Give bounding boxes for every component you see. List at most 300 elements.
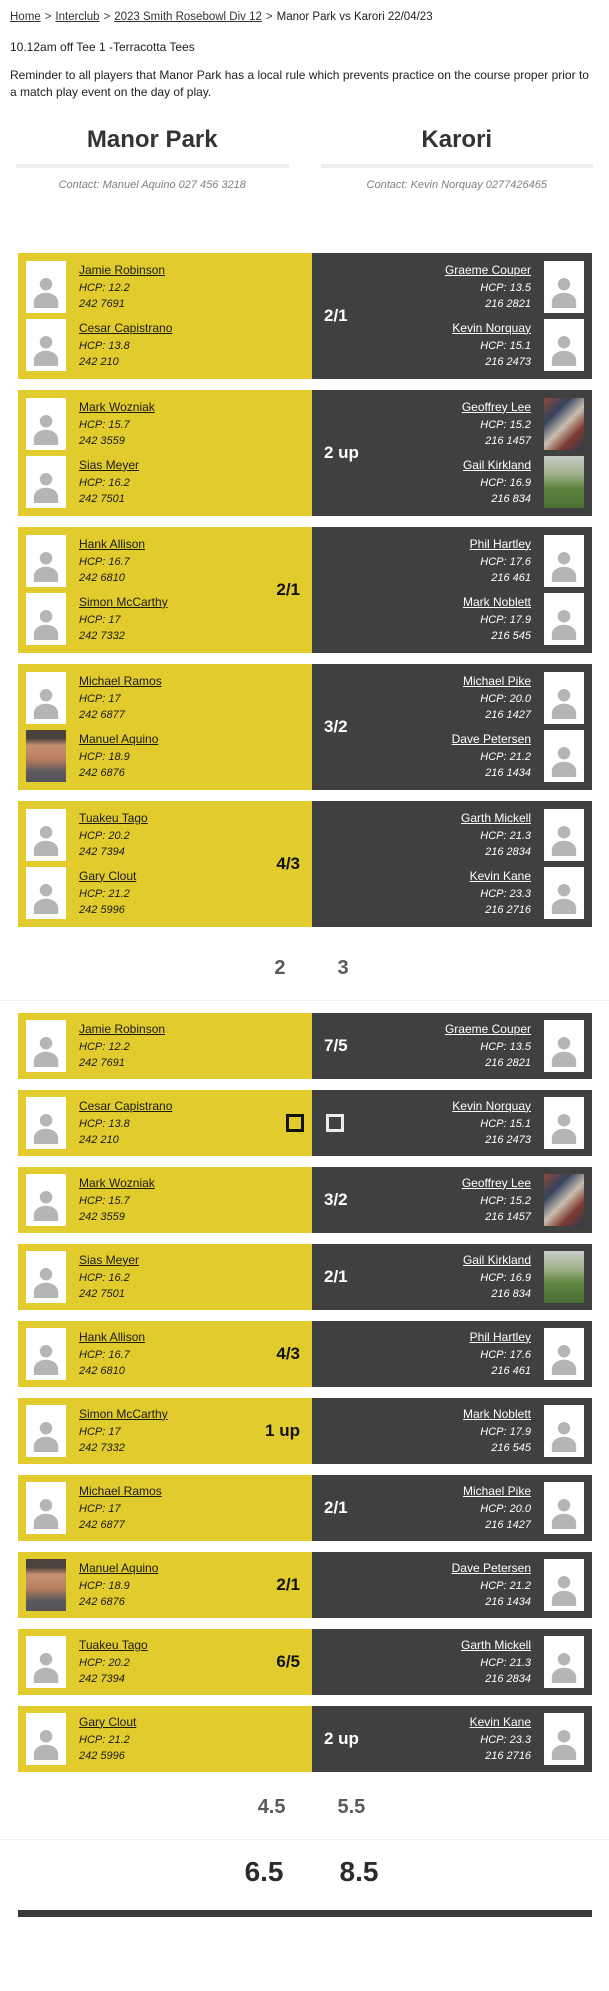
pairs-total-home: 2 (274, 956, 286, 979)
player-name-link[interactable]: Cesar Capistrano (79, 320, 173, 335)
player-name-link[interactable]: Geoffrey Lee (461, 1175, 531, 1190)
player-name-link[interactable]: Mark Wozniak (79, 399, 155, 414)
match-score: 2/1 (324, 305, 348, 325)
player-name-link[interactable]: Gail Kirkland (462, 1252, 531, 1267)
player-card (18, 261, 312, 313)
person-silhouette-icon (26, 1636, 66, 1688)
pairs-match-row (18, 664, 592, 790)
person-silhouette-icon (26, 1328, 66, 1380)
home-team-panel (18, 1244, 312, 1310)
player-handicap: HCP: 16.9 (480, 1271, 531, 1284)
away-team-panel (312, 801, 592, 927)
person-silhouette-icon (544, 809, 584, 861)
home-team-name: Manor Park (16, 126, 289, 168)
home-team-panel (18, 1013, 312, 1079)
home-team-panel (18, 1552, 312, 1618)
player-name-link[interactable]: Gary Clout (79, 1714, 137, 1729)
person-silhouette-icon (26, 1174, 66, 1226)
player-handicap: HCP: 17.6 (480, 1348, 531, 1361)
player-card (312, 730, 592, 782)
player-card (18, 319, 312, 371)
player-phone: 242 3559 (79, 1211, 125, 1224)
player-handicap: HCP: 17.6 (480, 555, 531, 568)
player-name-link[interactable]: Graeme Couper (444, 262, 531, 277)
player-info (470, 1328, 531, 1380)
player-card (312, 1174, 592, 1226)
player-info (462, 1174, 531, 1226)
player-name-link[interactable]: Sias Meyer (79, 1252, 140, 1267)
player-handicap: HCP: 12.2 (79, 281, 130, 294)
player-info (463, 593, 531, 645)
player-info (79, 1174, 155, 1226)
player-handicap: HCP: 13.8 (79, 339, 130, 352)
player-name-link[interactable]: Garth Mickell (460, 810, 531, 825)
player-info (79, 1328, 145, 1380)
grand-total-home: 6.5 (244, 1855, 284, 1887)
player-handicap: HCP: 21.2 (480, 750, 531, 763)
player-name-link[interactable]: Mark Noblett (462, 594, 531, 609)
player-name-link[interactable]: Hank Allison (79, 1329, 146, 1344)
player-handicap: HCP: 15.2 (480, 418, 531, 431)
player-photo (26, 730, 66, 782)
singles-match-row (18, 1475, 592, 1541)
player-card (312, 867, 592, 919)
away-team-name: Karori (321, 126, 594, 168)
player-phone: 242 7501 (79, 1288, 125, 1301)
player-name-link[interactable]: Kevin Kane (469, 1714, 531, 1729)
player-handicap: HCP: 13.8 (79, 1117, 130, 1130)
player-phone: 216 2834 (485, 846, 531, 859)
player-card (18, 456, 312, 508)
player-phone: 242 6876 (79, 1596, 125, 1609)
player-name-link[interactable]: Garth Mickell (460, 1637, 531, 1652)
player-card (312, 1559, 592, 1611)
player-phone: 242 7691 (79, 298, 125, 311)
player-phone: 216 2821 (485, 298, 531, 311)
player-card (18, 1174, 312, 1226)
player-card (18, 1020, 312, 1072)
player-phone: 216 2716 (485, 904, 531, 917)
player-name-link[interactable]: Dave Petersen (451, 731, 531, 746)
player-phone: 242 210 (79, 356, 119, 369)
singles-totals-row (0, 1796, 609, 1819)
section-divider (0, 1000, 609, 1001)
player-phone: 242 7332 (79, 1442, 125, 1455)
player-phone: 216 2473 (485, 356, 531, 369)
away-team-panel (312, 1167, 592, 1233)
singles-match-row (18, 1706, 592, 1772)
person-silhouette-icon (544, 1482, 584, 1534)
person-silhouette-icon (544, 1020, 584, 1072)
player-photo (544, 1251, 584, 1303)
team-headers (16, 126, 593, 168)
player-card (312, 1097, 592, 1149)
player-info (463, 1405, 531, 1457)
pairs-matches-section (0, 253, 609, 927)
player-info (445, 1020, 531, 1072)
player-handicap: HCP: 13.5 (480, 1040, 531, 1053)
player-info (79, 1405, 168, 1457)
person-silhouette-icon (26, 261, 66, 313)
away-team-panel (312, 1706, 592, 1772)
person-silhouette-icon (544, 535, 584, 587)
player-card (18, 593, 312, 645)
match-score: 6/5 (276, 1651, 300, 1671)
player-phone: 242 6810 (79, 1365, 125, 1378)
player-phone: 242 7394 (79, 1673, 125, 1686)
player-handicap: HCP: 17.9 (480, 613, 531, 626)
pairs-match-row (18, 527, 592, 653)
person-silhouette-icon (26, 867, 66, 919)
person-silhouette-icon (26, 1020, 66, 1072)
player-handicap: HCP: 13.5 (480, 281, 531, 294)
player-card (18, 867, 312, 919)
player-name-link[interactable]: Mark Wozniak (79, 1175, 155, 1190)
player-info (461, 1636, 531, 1688)
player-name-link[interactable]: Kevin Kane (469, 868, 531, 883)
match-score: 2/1 (324, 1497, 348, 1517)
player-card (312, 1251, 592, 1303)
singles-total-home: 4.5 (257, 1795, 286, 1818)
home-team-panel (18, 1398, 312, 1464)
player-phone: 242 6877 (79, 1519, 125, 1532)
person-silhouette-icon (544, 319, 584, 371)
player-phone: 216 545 (491, 1442, 531, 1455)
singles-match-row (18, 1629, 592, 1695)
player-name-link[interactable]: Manuel Aquino (79, 731, 159, 746)
player-handicap: HCP: 15.7 (79, 418, 130, 431)
match-score: 4/3 (276, 1343, 300, 1363)
team-contacts (16, 179, 593, 191)
player-card (18, 1559, 312, 1611)
grand-total-away: 8.5 (339, 1855, 379, 1887)
player-phone: 216 2821 (485, 1057, 531, 1070)
player-card (312, 261, 592, 313)
singles-total-away: 5.5 (337, 1795, 366, 1818)
home-team-panel (18, 801, 312, 927)
player-card (18, 1713, 312, 1765)
person-silhouette-icon (26, 319, 66, 371)
match-score: 2 up (324, 1728, 359, 1748)
player-info (463, 1482, 531, 1534)
match-score: 2 up (324, 442, 359, 462)
home-team-panel (18, 1321, 312, 1387)
player-handicap: HCP: 20.2 (79, 1656, 130, 1669)
match-score: 3/2 (324, 716, 348, 736)
away-team-column (321, 126, 594, 168)
player-name-link[interactable]: Tuakeu Tago (79, 1637, 148, 1652)
player-card (18, 730, 312, 782)
player-card (18, 672, 312, 724)
player-card (18, 1097, 312, 1149)
player-phone: 242 6876 (79, 767, 125, 780)
player-info (463, 456, 531, 508)
pairs-total-away: 3 (337, 956, 349, 979)
player-name-link[interactable]: Tuakeu Tago (79, 810, 148, 825)
player-handicap: HCP: 20.0 (480, 692, 531, 705)
player-card (312, 456, 592, 508)
player-info (79, 1020, 165, 1072)
player-handicap: HCP: 17 (79, 613, 121, 626)
player-photo (544, 398, 584, 450)
pairs-match-row (18, 390, 592, 516)
player-handicap: HCP: 21.2 (480, 1579, 531, 1592)
player-info (79, 319, 172, 371)
player-handicap: HCP: 16.2 (79, 476, 130, 489)
player-card (312, 1328, 592, 1380)
person-silhouette-icon (544, 1328, 584, 1380)
breadcrumb-current: Manor Park vs Karori 22/04/23 (276, 11, 433, 23)
player-name-link[interactable]: Kevin Norquay (452, 1098, 531, 1113)
match-score: 7/5 (324, 1035, 348, 1055)
away-team-contact: Contact: Kevin Norquay 0277426465 (366, 178, 547, 191)
breadcrumb-separator: > (103, 11, 111, 23)
player-card (18, 1636, 312, 1688)
person-silhouette-icon (26, 1713, 66, 1765)
player-name-link[interactable]: Jamie Robinson (79, 262, 166, 277)
person-silhouette-icon (26, 1251, 66, 1303)
player-info (79, 730, 158, 782)
player-phone: 242 5996 (79, 1750, 125, 1763)
player-info (463, 672, 531, 724)
player-name-link[interactable]: Michael Ramos (79, 673, 162, 688)
away-team-panel (312, 1244, 592, 1310)
player-handicap: HCP: 21.3 (480, 829, 531, 842)
away-team-panel (312, 1475, 592, 1541)
pairs-totals-row (0, 957, 609, 980)
person-silhouette-icon (544, 730, 584, 782)
local-rule-reminder: Reminder to all players that Manor Park has a local rule which prevents practice on the course proper prior to a match play event on the day of play. (10, 68, 589, 100)
player-name-link[interactable]: Cesar Capistrano (79, 1098, 173, 1113)
player-info (470, 1713, 531, 1765)
home-team-panel (18, 1706, 312, 1772)
singles-match-row (18, 1013, 592, 1079)
player-photo (26, 1559, 66, 1611)
person-silhouette-icon (26, 535, 66, 587)
player-phone: 242 5996 (79, 904, 125, 917)
player-name-link[interactable]: Michael Pike (462, 673, 531, 688)
player-handicap: HCP: 16.7 (79, 1348, 130, 1361)
player-phone: 216 1457 (485, 435, 531, 448)
player-info (79, 867, 136, 919)
player-phone: 242 6877 (79, 709, 125, 722)
person-silhouette-icon (544, 867, 584, 919)
player-phone: 216 1434 (485, 767, 531, 780)
player-phone: 242 6810 (79, 572, 125, 585)
player-phone: 242 7691 (79, 1057, 125, 1070)
person-silhouette-icon (26, 593, 66, 645)
person-silhouette-icon (544, 1559, 584, 1611)
away-team-panel (312, 253, 592, 379)
player-handicap: HCP: 21.2 (79, 887, 130, 900)
singles-match-row (18, 1552, 592, 1618)
section-divider (0, 1839, 609, 1840)
player-info (79, 456, 139, 508)
player-name-link[interactable]: Manuel Aquino (79, 1560, 159, 1575)
breadcrumb (0, 0, 609, 23)
halved-checkbox (326, 1114, 344, 1132)
player-phone: 216 834 (491, 1288, 531, 1301)
person-silhouette-icon (26, 809, 66, 861)
home-team-panel (18, 1167, 312, 1233)
player-handicap: HCP: 17 (79, 1425, 121, 1438)
home-team-contact: Contact: Manuel Aquino 027 456 3218 (58, 178, 246, 191)
player-card (312, 672, 592, 724)
player-card (18, 1482, 312, 1534)
grand-totals-row (0, 1856, 609, 1888)
player-name-link[interactable]: Graeme Couper (444, 1021, 531, 1036)
person-silhouette-icon (26, 672, 66, 724)
player-card (312, 809, 592, 861)
person-silhouette-icon (544, 261, 584, 313)
singles-match-row (18, 1398, 592, 1464)
away-team-panel (312, 390, 592, 516)
player-handicap: HCP: 12.2 (79, 1040, 130, 1053)
away-team-panel (312, 664, 592, 790)
home-team-panel (18, 1475, 312, 1541)
player-info (470, 867, 531, 919)
player-info (79, 1636, 148, 1688)
player-phone: 216 461 (491, 572, 531, 585)
player-name-link[interactable]: Simon McCarthy (79, 1406, 168, 1421)
home-team-panel (18, 390, 312, 516)
player-info (79, 593, 168, 645)
player-phone: 242 7394 (79, 846, 125, 859)
player-name-link[interactable]: Jamie Robinson (79, 1021, 166, 1036)
player-name-link[interactable]: Dave Petersen (451, 1560, 531, 1575)
pairs-match-row (18, 253, 592, 379)
singles-match-row (18, 1321, 592, 1387)
player-info (452, 1559, 531, 1611)
person-silhouette-icon (26, 1405, 66, 1457)
player-handicap: HCP: 21.2 (79, 1733, 130, 1746)
away-team-panel (312, 1552, 592, 1618)
player-card (18, 1251, 312, 1303)
player-info (79, 1559, 158, 1611)
player-card (312, 593, 592, 645)
player-card (312, 535, 592, 587)
player-phone: 216 2716 (485, 1750, 531, 1763)
match-score: 2/1 (324, 1266, 348, 1286)
player-photo (544, 1174, 584, 1226)
player-phone: 216 2834 (485, 1673, 531, 1686)
player-handicap: HCP: 15.1 (480, 339, 531, 352)
person-silhouette-icon (26, 398, 66, 450)
player-name-link[interactable]: Michael Pike (462, 1483, 531, 1498)
player-name-link[interactable]: Hank Allison (79, 536, 146, 551)
person-silhouette-icon (544, 593, 584, 645)
player-name-link[interactable]: Simon McCarthy (79, 594, 168, 609)
player-card (312, 1482, 592, 1534)
player-info (452, 730, 531, 782)
bottom-bar (18, 1910, 592, 1917)
player-handicap: HCP: 20.2 (79, 829, 130, 842)
person-silhouette-icon (26, 456, 66, 508)
player-info (462, 398, 531, 450)
player-phone: 242 3559 (79, 435, 125, 448)
player-name-link[interactable]: Gary Clout (79, 868, 137, 883)
player-name-link[interactable]: Geoffrey Lee (461, 399, 531, 414)
player-card (312, 1405, 592, 1457)
home-team-panel (18, 1629, 312, 1695)
player-info (463, 1251, 531, 1303)
player-handicap: HCP: 15.1 (480, 1117, 531, 1130)
player-phone: 216 545 (491, 630, 531, 643)
breadcrumb-link-home[interactable]: Home (10, 11, 41, 23)
player-info (79, 1097, 172, 1149)
pairs-match-row (18, 801, 592, 927)
match-score: 4/3 (276, 853, 300, 873)
player-phone: 216 1427 (485, 709, 531, 722)
breadcrumb-link-interclub[interactable]: Interclub (55, 11, 100, 23)
player-phone: 242 210 (79, 1134, 119, 1147)
home-team-panel (18, 253, 312, 379)
singles-match-row (18, 1244, 592, 1310)
player-name-link[interactable]: Sias Meyer (79, 457, 140, 472)
player-info (79, 398, 155, 450)
person-silhouette-icon (544, 1713, 584, 1765)
player-handicap: HCP: 18.9 (79, 1579, 130, 1592)
away-team-panel (312, 1321, 592, 1387)
player-info (79, 535, 145, 587)
player-info (452, 1097, 531, 1149)
player-card (312, 319, 592, 371)
player-info (79, 672, 162, 724)
player-info (79, 1482, 162, 1534)
breadcrumb-separator: > (44, 11, 52, 23)
player-handicap: HCP: 18.9 (79, 750, 130, 763)
player-handicap: HCP: 17 (79, 1502, 121, 1515)
player-name-link[interactable]: Kevin Norquay (452, 320, 531, 335)
player-name-link[interactable]: Gail Kirkland (462, 457, 531, 472)
player-name-link[interactable]: Phil Hartley (469, 1329, 531, 1344)
person-silhouette-icon (544, 672, 584, 724)
player-info (79, 1713, 136, 1765)
player-phone: 216 461 (491, 1365, 531, 1378)
player-name-link[interactable]: Mark Noblett (462, 1406, 531, 1421)
player-phone: 216 1457 (485, 1211, 531, 1224)
halved-checkbox (286, 1114, 304, 1132)
player-name-link[interactable]: Phil Hartley (469, 536, 531, 551)
player-name-link[interactable]: Michael Ramos (79, 1483, 162, 1498)
home-team-panel (18, 527, 312, 653)
player-card (18, 1328, 312, 1380)
tee-time-info: 10.12am off Tee 1 -Terracotta Tees (10, 40, 195, 54)
match-score: 1 up (265, 1420, 300, 1440)
player-info (79, 1251, 139, 1303)
player-handicap: HCP: 23.3 (480, 887, 531, 900)
singles-matches-section (0, 1013, 609, 1772)
away-team-panel (312, 527, 592, 653)
person-silhouette-icon (544, 1097, 584, 1149)
player-handicap: HCP: 15.2 (480, 1194, 531, 1207)
away-team-panel (312, 1629, 592, 1695)
breadcrumb-link-competition[interactable]: 2023 Smith Rosebowl Div 12 (114, 11, 262, 23)
player-phone: 216 1434 (485, 1596, 531, 1609)
player-handicap: HCP: 15.7 (79, 1194, 130, 1207)
player-info (79, 261, 165, 313)
home-team-panel (18, 1090, 312, 1156)
player-handicap: HCP: 17.9 (480, 1425, 531, 1438)
player-handicap: HCP: 16.2 (79, 1271, 130, 1284)
player-info (470, 535, 531, 587)
player-handicap: HCP: 20.0 (480, 1502, 531, 1515)
breadcrumb-separator: > (265, 11, 273, 23)
away-team-panel (312, 1398, 592, 1464)
player-handicap: HCP: 17 (79, 692, 121, 705)
player-phone: 242 7501 (79, 493, 125, 506)
player-card (18, 809, 312, 861)
